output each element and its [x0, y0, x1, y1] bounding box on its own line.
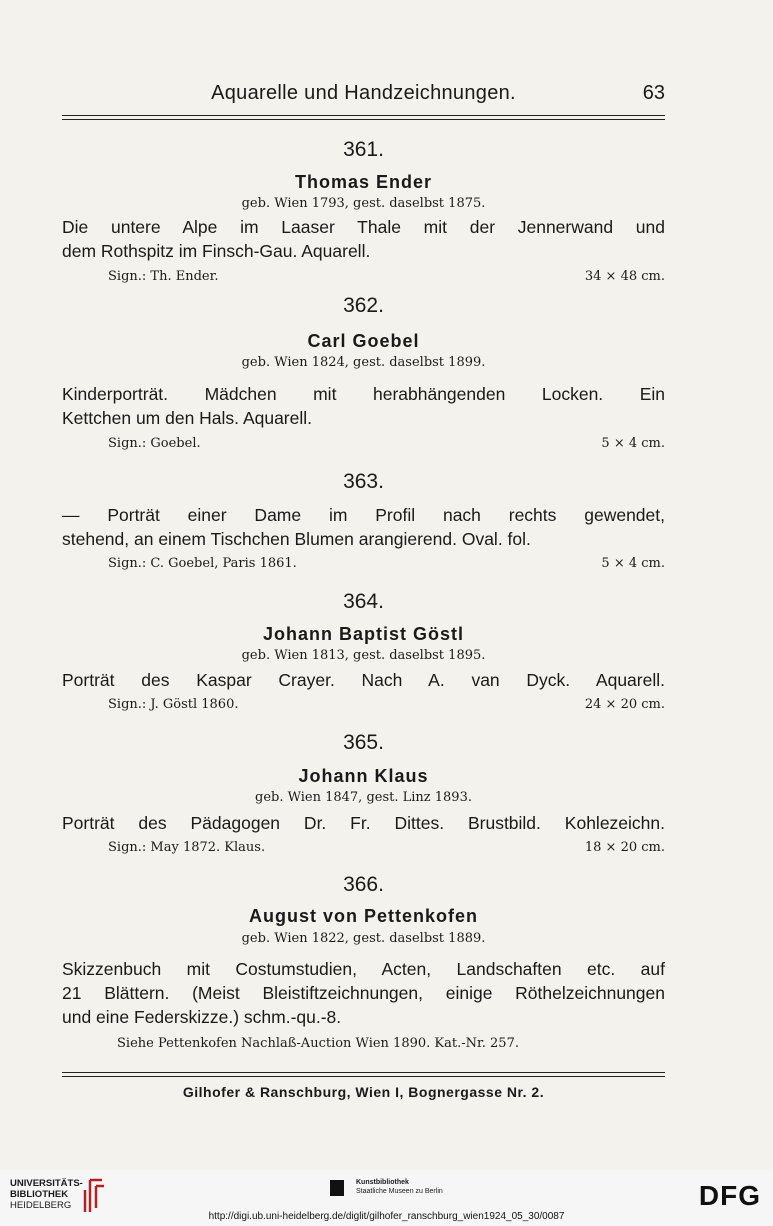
artist-bio: geb. Wien 1813, gest. daselbst 1895.: [241, 648, 486, 663]
entry-description: [62, 957, 665, 1029]
dimensions: 34 × 48 cm.: [584, 269, 665, 284]
description-line: Porträt des Kaspar Crayer. Nach A. van Dyck. Aquarell.: [62, 670, 665, 690]
signature: Sign.: J. Göstl 1860.: [108, 697, 239, 712]
artist-name: Thomas Ender: [294, 172, 433, 192]
entry-description: [62, 215, 665, 263]
artist-bio: geb. Wien 1822, gest. daselbst 1889.: [241, 931, 486, 946]
artist-name: Johann Klaus: [298, 766, 429, 786]
artist-bio: geb. Wien 1847, gest. Linz 1893.: [255, 790, 472, 805]
description-line: Porträt des Pädagogen Dr. Fr. Dittes. Brustbild. Kohlezeichn.: [62, 813, 665, 833]
description-line: und eine Federskizze.) schm.-qu.-8.: [62, 1007, 342, 1027]
entry-number: 365.: [343, 731, 384, 754]
description-line: 21 Blättern. (Meist Bleistiftzeichnungen, einige Röthelzeichnungen: [62, 983, 665, 1003]
artist-bio: geb. Wien 1824, gest. daselbst 1899.: [241, 355, 486, 370]
signature-line: [108, 269, 665, 284]
entry-number: 362.: [343, 294, 384, 317]
description-line: Skizzenbuch mit Costumstudien, Acten, Landschaften etc. auf: [62, 959, 665, 979]
signature: Sign.: Th. Ender.: [108, 269, 219, 284]
signature: Sign.: C. Goebel, Paris 1861.: [108, 556, 297, 571]
header-rule-thin: [62, 119, 665, 120]
signature-line: [108, 556, 665, 571]
library-name-line3: HEIDELBERG: [10, 1200, 72, 1211]
description-line: — Porträt einer Dame im Profil nach rechts gewendet,: [62, 505, 665, 525]
entry-number: 361.: [343, 138, 384, 161]
artist-name: Carl Goebel: [307, 331, 420, 351]
library-name-line2: BIBLIOTHEK: [10, 1189, 69, 1200]
dfg-logo[interactable]: DFG: [698, 1180, 761, 1211]
dimensions: 5 × 4 cm.: [601, 436, 665, 451]
kb-name: Kunstbibliothek: [356, 1179, 409, 1186]
artist-name: August von Pettenkofen: [248, 906, 478, 926]
source-url[interactable]: http://digi.ub.uni-heidelberg.de/diglit/gilhofer_ranschburg_wien1924_05_30/0087: [208, 1211, 565, 1222]
library-name-line1: UNIVERSITÄTS-: [10, 1178, 83, 1189]
kunstbibliothek-icon: [330, 1180, 344, 1196]
description-line: dem Rothspitz im Finsch-Gau. Aquarell.: [62, 241, 371, 261]
header-title: Aquarelle und Handzeichnungen.: [211, 82, 516, 104]
signature: Sign.: May 1872. Klaus.: [108, 840, 266, 855]
description-line: Kettchen um den Hals. Aquarell.: [62, 408, 313, 428]
entry-number: 364.: [343, 590, 384, 613]
entry-description: [62, 503, 665, 551]
description-line: Die untere Alpe im Laaser Thale mit der Jennerwand und: [62, 217, 665, 237]
dimensions: 5 × 4 cm.: [601, 556, 665, 571]
entry-description: [62, 382, 665, 430]
footer-rule: [62, 1072, 665, 1073]
entry-number: 366.: [343, 873, 384, 896]
publisher-footer: Gilhofer & Ranschburg, Wien I, Bognergasse Nr. 2.: [182, 1084, 545, 1100]
header-rule: [62, 115, 665, 116]
entry-description: [62, 668, 665, 692]
entry-number: 363.: [343, 470, 384, 493]
description-line: Kinderporträt. Mädchen mit herabhängenden Locken. Ein: [62, 384, 665, 404]
library-emblem-icon: [82, 1178, 108, 1214]
artist-name: Johann Baptist Göstl: [262, 624, 464, 644]
description-line: stehend, an einem Tischchen Blumen arangierend. Oval. fol.: [62, 529, 531, 549]
kb-subtitle: Staatliche Museen zu Berlin: [356, 1188, 443, 1195]
dimensions: 18 × 20 cm.: [584, 840, 665, 855]
signature: Sign.: Goebel.: [108, 436, 201, 451]
footer-rule-thin: [62, 1076, 665, 1077]
signature-line: [108, 840, 665, 855]
reference-note: Siehe Pettenkofen Nachlaß-Auction Wien 1890. Kat.-Nr. 257.: [117, 1036, 519, 1051]
entry-description: [62, 811, 665, 835]
dimensions: 24 × 20 cm.: [584, 697, 665, 712]
heidelberg-library-logo[interactable]: [10, 1178, 83, 1211]
signature-line: [108, 697, 665, 712]
running-header: [62, 82, 665, 110]
signature-line: [108, 436, 665, 451]
artist-bio: geb. Wien 1793, gest. daselbst 1875.: [241, 196, 486, 211]
page-number: 63: [642, 82, 665, 104]
